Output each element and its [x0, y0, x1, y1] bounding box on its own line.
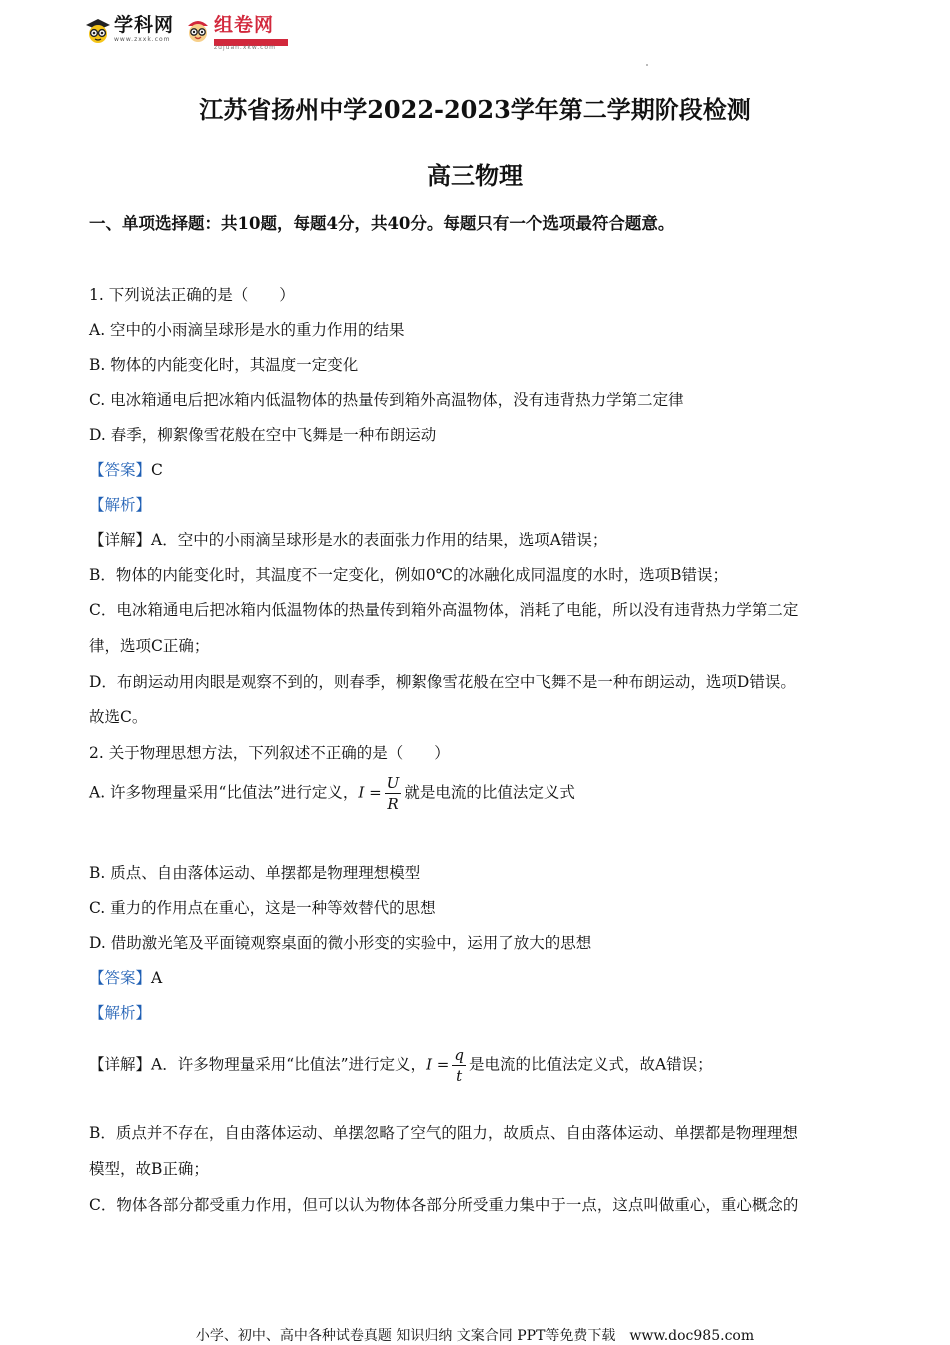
q2-detail-eq-denominator: t [456, 1067, 463, 1085]
exam-subtitle: 高三物理 [427, 161, 523, 190]
section-heading: 一、单项选择题：共10题，每题4分，共40分。每题只有一个选项最符合题意。 [89, 214, 675, 233]
q1-answer [89, 458, 163, 480]
analysis-tag: 【解析】 [89, 496, 152, 514]
q2-detail-eq-left: I = [426, 1055, 450, 1074]
q1-option-d: D. 春季，柳絮像雪花般在空中飞舞是一种布朗运动 [89, 426, 437, 444]
q2-detail-a-pre: A．许多物理量采用“比值法”进行定义， [151, 1055, 427, 1074]
q1-analysis [89, 493, 151, 515]
q1-detail-c1: C．电冰箱通电后把冰箱内低温物体的热量传到箱外高温物体，消耗了电能，所以没有违背热力学第二定 [89, 601, 799, 619]
zxxk-logo-url: www.zxxk.com [114, 36, 171, 43]
q1-detail-c2: 律，选项C正确； [89, 637, 210, 655]
q1-detail-b: B．物体的内能变化时，其温度不一定变化，例如0℃的冰融化成同温度的水时，选项B错误； [89, 566, 728, 584]
q1-conclusion: 故选C。 [89, 708, 148, 726]
exam-title: 江苏省扬州中学2022-2023学年第二学期阶段检测 [199, 95, 751, 124]
q2-eq-left: I = [358, 783, 382, 802]
q2-option-b: B. 质点、自由落体运动、单摆都是物理理想模型 [89, 864, 421, 882]
q2-option-d: D. 借助激光笔及平面镜观察桌面的微小形变的实验中，运用了放大的思想 [89, 934, 592, 952]
q2-detail-eq-fraction [452, 1046, 466, 1085]
answer-tag: 【答案】 [89, 969, 152, 987]
q2-eq-numerator: U [386, 774, 400, 792]
scan-dot [646, 64, 648, 66]
kid-mascot-icon [184, 16, 212, 44]
header-logos [84, 12, 298, 58]
q2-option-a [89, 774, 575, 813]
q2-option-c: C. 重力的作用点在重心，这是一种等效替代的思想 [89, 899, 436, 917]
q1-option-b: B. 物体的内能变化时，其温度一定变化 [89, 356, 359, 374]
zxxk-logo-name: 学科网 [114, 14, 175, 36]
q2-detail-b2: 模型，故B正确； [89, 1160, 209, 1178]
q2-eq-denominator: R [387, 795, 399, 813]
q2-option-a-pre: A. 许多物理量采用“比值法”进行定义， [89, 783, 359, 802]
footer-site-link[interactable]: www.doc985.com [629, 1328, 755, 1344]
detail-tag: 【详解】 [89, 1055, 152, 1074]
q1-option-c: C. 电冰箱通电后把冰箱内低温物体的热量传到箱外高温物体，没有违背热力学第二定律 [89, 391, 684, 409]
footer-text: 小学、初中、高中各种试卷真题 知识归纳 文案合同 PPT等免费下载 [195, 1328, 616, 1344]
q2-detail-eq-numerator: q [454, 1046, 464, 1064]
page-footer [0, 1325, 950, 1345]
q1-detail-d: D．布朗运动用肉眼是观察不到的，则春季，柳絮像雪花般在空中飞舞不是一种布朗运动，选项D错误。 [89, 673, 796, 691]
zujuan-logo[interactable] [184, 12, 288, 51]
q1-detail-a-text: A．空中的小雨滴呈球形是水的表面张力作用的结果，选项A错误； [151, 531, 608, 549]
q1-option-a: A. 空中的小雨滴呈球形是水的重力作用的结果 [89, 321, 405, 339]
zujuan-logo-url: zujuan.xkw.com [214, 44, 276, 51]
analysis-tag: 【解析】 [89, 1004, 152, 1022]
q2-answer-value: A [151, 969, 163, 987]
q2-analysis [89, 1001, 151, 1023]
q2-detail-a-post: 是电流的比值法定义式，故A错误； [468, 1055, 713, 1074]
owl-mascot-icon [84, 16, 112, 44]
detail-tag: 【详解】 [89, 531, 152, 549]
q2-detail-b1: B．质点并不存在，自由落体运动、单摆忽略了空气的阻力，故质点、自由落体运动、单摆都是物理理想 [89, 1124, 798, 1142]
q1-answer-value: C [151, 461, 163, 479]
q2-eq-fraction [385, 774, 402, 813]
q2-answer [89, 966, 162, 988]
answer-tag: 【答案】 [89, 461, 152, 479]
q1-detail-a [89, 528, 607, 550]
zujuan-logo-name: 组卷网 [214, 14, 275, 36]
q1-stem: 1. 下列说法正确的是（ ） [89, 286, 295, 304]
q2-option-a-post: 就是电流的比值法定义式 [404, 783, 575, 802]
q2-detail-a [89, 1046, 713, 1085]
q2-stem: 2. 关于物理思想方法，下列叙述不正确的是（ ） [89, 744, 450, 762]
zxxk-logo[interactable] [84, 12, 174, 44]
q2-detail-c: C．物体各部分都受重力作用，但可以认为物体各部分所受重力集中于一点，这点叫做重心，重心概念的 [89, 1196, 799, 1214]
